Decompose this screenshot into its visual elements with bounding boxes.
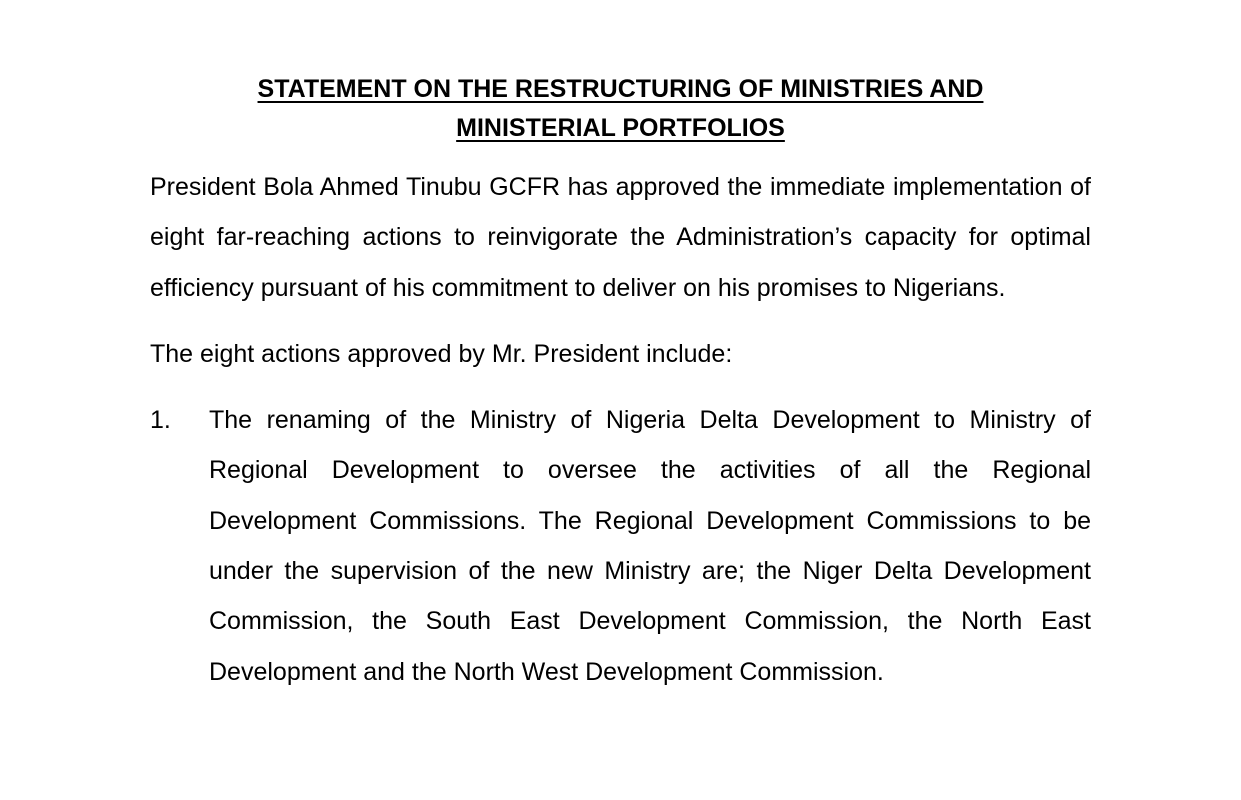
list-item	[150, 395, 1091, 697]
document-title	[150, 70, 1091, 148]
title-line-2: MINISTERIAL PORTFOLIOS	[456, 114, 785, 142]
intro-paragraph: President Bola Ahmed Tinubu GCFR has approved the immediate implementation of eight far-reaching actions to reinvigorate the Administration’s capacity for optimal efficiency pursuant of his commitment to deliver on his promises to Nigerians.	[150, 173, 1091, 302]
list-item-number: 1.	[150, 406, 171, 435]
document-page	[150, 70, 1091, 697]
lead-in-paragraph: The eight actions approved by Mr. President include:	[150, 339, 733, 368]
title-line-1: STATEMENT ON THE RESTRUCTURING OF MINISTRIES AND	[257, 75, 984, 103]
list-item-text: The renaming of the Ministry of Nigeria Delta Development to Ministry of Regional Development to oversee the activities of all the Regional Development Commissions. The Regional Development Commissions to be under the supervision of the new Ministry are; the Niger Delta Development Commission, the South East Development Commission, the North East Development and the North West Development Commission.	[209, 406, 1091, 686]
